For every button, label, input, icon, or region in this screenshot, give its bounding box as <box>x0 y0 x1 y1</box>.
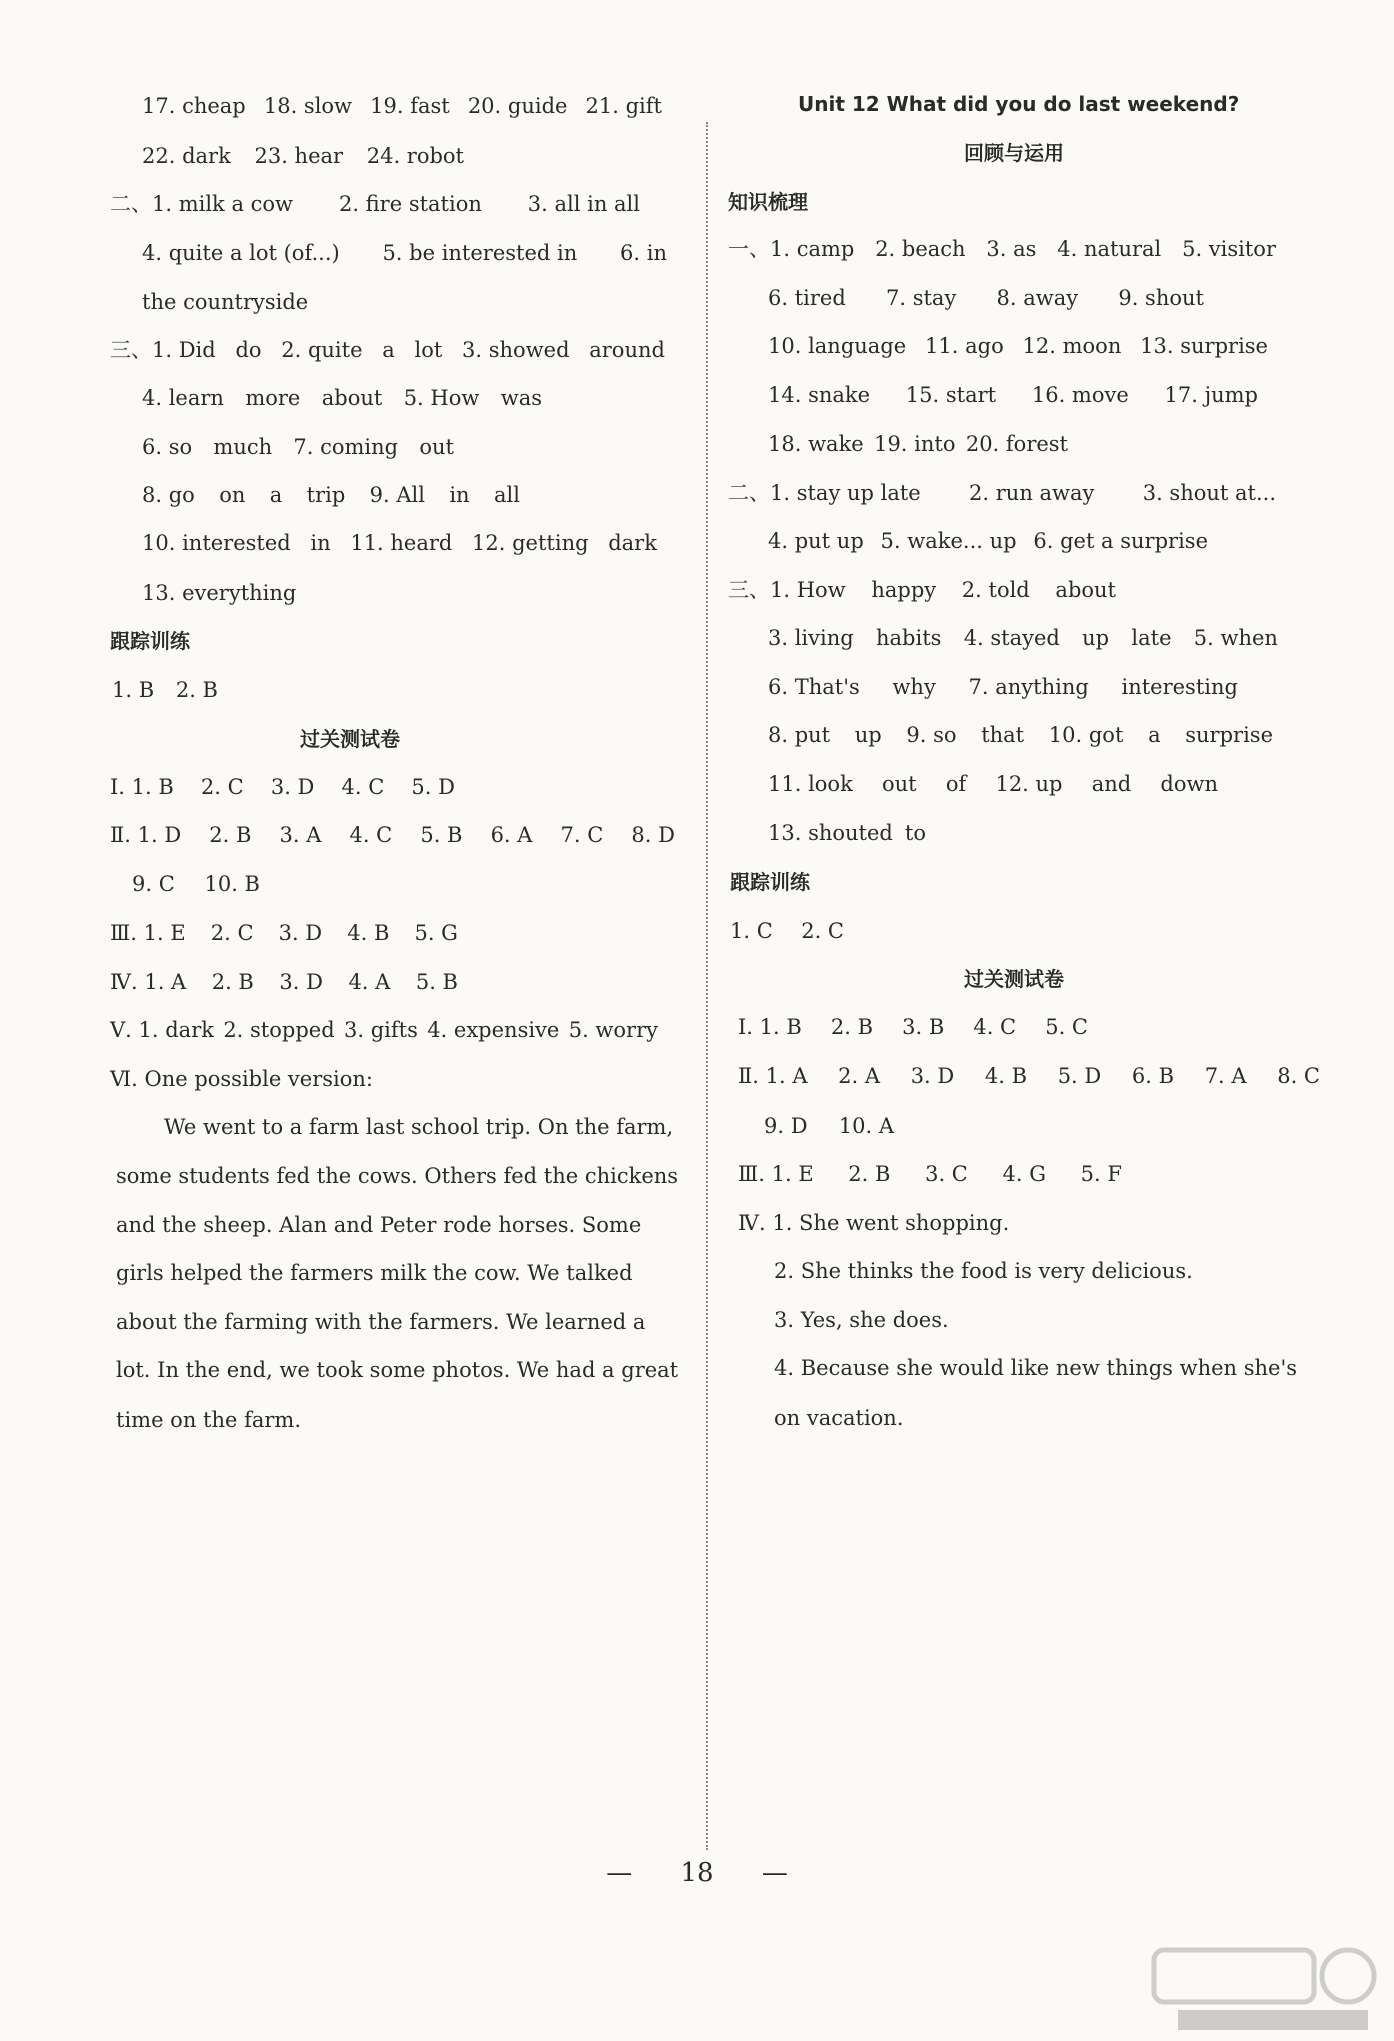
answer-item: 2. B <box>175 678 218 702</box>
right-text-line <box>774 1405 904 1431</box>
right-text-line <box>774 1355 1297 1381</box>
left-text-line <box>110 1017 658 1043</box>
answer-item: 三、1. How <box>728 578 846 602</box>
answer-item: 3. A <box>279 823 322 847</box>
answer-item: 3. D <box>278 921 323 945</box>
answer-item: the countryside <box>142 290 309 314</box>
answer-item: 7. A <box>1204 1064 1247 1088</box>
page-dash-left: — <box>606 1858 633 1888</box>
answer-item: 4. C <box>973 1015 1017 1039</box>
answer-item: 4. expensive <box>427 1018 560 1042</box>
answer-item: 5. be interested in <box>382 241 578 265</box>
answer-item: Ⅰ. 1. B <box>110 775 174 799</box>
answer-item: was <box>500 386 542 410</box>
answer-item: 9. so <box>906 723 957 747</box>
right-text-line <box>768 674 1238 700</box>
answer-item: 跟踪训练 <box>110 629 190 653</box>
answer-item: 4. C <box>349 823 393 847</box>
answer-item: 2. A <box>838 1064 881 1088</box>
answer-item: 11. ago <box>925 334 1004 358</box>
answer-item: 6. A <box>490 823 533 847</box>
answer-item: 9. D <box>764 1114 808 1138</box>
answer-item: 2. told <box>961 578 1030 602</box>
answer-item: about <box>1055 578 1116 602</box>
right-text-line <box>730 918 844 944</box>
left-text-line <box>142 289 308 315</box>
left-text-line <box>142 240 667 266</box>
answer-item: 17. jump <box>1164 383 1258 407</box>
answer-item: down <box>1160 772 1218 796</box>
right-text-line <box>738 1210 1009 1236</box>
answer-item: 18. wake <box>768 432 864 456</box>
left-text-line <box>110 969 458 995</box>
left-text-line <box>112 677 218 703</box>
answer-item: 4. G <box>1002 1162 1047 1186</box>
answer-item: 2. B <box>830 1015 874 1039</box>
answer-item: 5. F <box>1080 1162 1122 1186</box>
answer-item: 2. She thinks the food is very delicious. <box>774 1259 1193 1283</box>
answer-item: 一、1. camp <box>728 237 855 261</box>
answer-item: on vacation. <box>774 1406 904 1430</box>
answer-item: 11. heard <box>350 531 453 555</box>
answer-item: 3. living <box>768 626 854 650</box>
answer-item: We went to a farm last school trip. On the farm, <box>164 1115 674 1139</box>
left-text-line <box>116 1163 679 1189</box>
answer-item: 3. Yes, she does. <box>774 1308 949 1332</box>
answer-item: a <box>269 483 283 507</box>
answer-item: 10. B <box>204 872 260 896</box>
right-text-line <box>728 480 1276 506</box>
right-text-line <box>774 1258 1193 1284</box>
right-text-line <box>774 1307 949 1333</box>
answer-item: 3. gifts <box>343 1018 418 1042</box>
answer-item: 5. How <box>403 386 480 410</box>
answer-item: 2. C <box>210 921 254 945</box>
answer-item: lot. In the end, we took some photos. We had a great <box>116 1358 679 1382</box>
answer-item: 7. stay <box>886 286 957 310</box>
right-text-line <box>738 1063 1320 1089</box>
answer-item: 5. B <box>415 970 458 994</box>
answer-item: about the farming with the farmers. We learned a <box>116 1310 646 1334</box>
answer-item: much <box>213 435 273 459</box>
answer-item: 过关测试卷 <box>964 967 1064 991</box>
answer-item: 10. interested <box>142 531 291 555</box>
answer-item: Ⅵ. One possible version: <box>110 1067 374 1091</box>
answer-item: Ⅳ. 1. A <box>110 970 187 994</box>
answer-item: Ⅰ. 1. B <box>738 1015 802 1039</box>
left-text-line <box>116 1407 301 1433</box>
left-text-line <box>110 920 458 946</box>
right-text-line <box>730 869 810 895</box>
answer-item: 8. go <box>142 483 195 507</box>
answer-item: 过关测试卷 <box>300 727 400 751</box>
answer-item: interesting <box>1121 675 1238 699</box>
answer-item: 2. B <box>211 970 254 994</box>
answer-item: 6. in <box>620 241 667 265</box>
right-text-line <box>768 333 1268 359</box>
answer-item: 4. quite a lot (of...) <box>142 241 340 265</box>
answer-item: habits <box>875 626 942 650</box>
answer-item: up <box>854 723 882 747</box>
left-text-line <box>0 726 700 752</box>
answer-item: 14. snake <box>768 383 871 407</box>
right-text-line <box>768 431 1068 457</box>
answer-item: 2. beach <box>875 237 966 261</box>
answer-item: 4. C <box>341 775 385 799</box>
answer-item: to <box>904 821 926 845</box>
answer-item: trip <box>306 483 346 507</box>
answer-item: 7. C <box>560 823 604 847</box>
right-text-line <box>700 140 1328 166</box>
answer-item: 二、1. milk a cow <box>110 192 294 216</box>
answer-item: dark <box>608 531 657 555</box>
left-text-line <box>142 482 520 508</box>
answer-item: 2. C <box>200 775 244 799</box>
left-text-line <box>116 1309 676 1335</box>
answer-item: in <box>449 483 470 507</box>
answer-item: 21. gift <box>585 94 662 118</box>
answer-item: Ⅱ. 1. D <box>110 823 182 847</box>
answer-item: and <box>1091 772 1132 796</box>
answer-item: 2. fire station <box>338 192 482 216</box>
left-text-line <box>142 434 454 460</box>
answer-item: 5. C <box>1045 1015 1088 1039</box>
answer-item: 8. away <box>996 286 1079 310</box>
answer-item: time on the farm. <box>116 1408 302 1432</box>
answer-item: 3. showed <box>462 338 570 362</box>
answer-item: 13. shouted <box>768 821 893 845</box>
answer-item: Ⅲ. 1. E <box>110 921 186 945</box>
right-text-line <box>768 820 926 846</box>
right-text-line <box>768 528 1208 554</box>
answer-item: in <box>310 531 331 555</box>
answer-item: surprise <box>1185 723 1273 747</box>
answer-item: 4. B <box>984 1064 1028 1088</box>
left-text-line <box>142 580 296 606</box>
answer-item: late <box>1131 626 1172 650</box>
answer-item: 9. All <box>369 483 425 507</box>
answer-item: 1. C <box>730 919 773 943</box>
answer-item: 3. all in all <box>527 192 640 216</box>
answer-item: 回顾与运用 <box>964 141 1064 165</box>
right-text-line <box>764 1113 894 1139</box>
answer-item: 8. D <box>631 823 675 847</box>
watermark-logo <box>1148 1936 1384 2036</box>
answer-item: 8. put <box>768 723 831 747</box>
left-text-line <box>116 1260 676 1286</box>
answer-item: 3. D <box>270 775 315 799</box>
answer-item: 6. B <box>1131 1064 1175 1088</box>
right-text-line <box>728 189 808 215</box>
answer-item: Ⅲ. 1. E <box>738 1162 814 1186</box>
answer-item: around <box>589 338 665 362</box>
answer-item: 6. tired <box>768 286 846 310</box>
answer-item: up <box>1082 626 1110 650</box>
answer-item: 9. C <box>132 872 175 896</box>
right-text-line <box>768 771 1218 797</box>
answer-item: Unit 12 What did you do last weekend? <box>798 92 1240 116</box>
left-text-line <box>132 871 260 897</box>
answer-item: Ⅱ. 1. A <box>738 1064 808 1088</box>
answer-item: girls helped the farmers milk the cow. We talked <box>116 1261 633 1285</box>
answer-item: 知识梳理 <box>728 190 808 214</box>
answer-item: 24. robot <box>366 144 464 168</box>
answer-item: 2. run away <box>969 481 1095 505</box>
answer-item: 4. natural <box>1057 237 1162 261</box>
left-text-line <box>142 385 542 411</box>
answer-item: 12. moon <box>1022 334 1122 358</box>
right-text-line <box>768 285 1204 311</box>
answer-item: all <box>493 483 520 507</box>
answer-item: 13. everything <box>142 581 297 605</box>
answer-item: 3. B <box>902 1015 945 1039</box>
answer-item: 15. start <box>905 383 997 407</box>
answer-item: 7. coming <box>293 435 399 459</box>
answer-item: 10. language <box>768 334 907 358</box>
left-text-line <box>116 1212 676 1238</box>
answer-item: out <box>882 772 917 796</box>
answer-item: 19. fast <box>370 94 450 118</box>
answer-item: 19. into <box>874 432 956 456</box>
answer-item: of <box>945 772 967 796</box>
answer-item: 11. look <box>768 772 853 796</box>
answer-item: Ⅳ. 1. She went shopping. <box>738 1211 1010 1235</box>
left-text-line <box>110 822 675 848</box>
answer-item: 4. B <box>347 921 390 945</box>
answer-item: about <box>321 386 383 410</box>
answer-item: lot <box>414 338 443 362</box>
answer-item: 5. B <box>420 823 463 847</box>
answer-item: 4. A <box>348 970 391 994</box>
answer-item: some students fed the cows. Others fed the chickens <box>116 1164 679 1188</box>
answer-item: 23. hear <box>254 144 344 168</box>
left-text-line <box>110 191 640 217</box>
answer-item: 3. D <box>910 1064 955 1088</box>
answer-item: more <box>245 386 301 410</box>
answer-item: 2. B <box>848 1162 891 1186</box>
right-text-line <box>768 722 1273 748</box>
answer-item: on <box>219 483 246 507</box>
right-text-line <box>728 577 1116 603</box>
answer-item: 6. That's <box>768 675 860 699</box>
answer-item: 20. forest <box>965 432 1068 456</box>
left-text-line <box>142 530 657 556</box>
answer-item: 20. guide <box>467 94 568 118</box>
answer-item: do <box>235 338 262 362</box>
left-text-line <box>110 774 455 800</box>
left-text-line <box>142 143 464 169</box>
answer-item: 22. dark <box>142 144 231 168</box>
right-text-line <box>728 236 1276 262</box>
answer-item: 5. G <box>414 921 458 945</box>
answer-item: 2. B <box>209 823 252 847</box>
answer-item: Ⅴ. 1. dark <box>110 1018 214 1042</box>
answer-item: 8. C <box>1277 1064 1320 1088</box>
answer-item: that <box>981 723 1025 747</box>
page-dash-right: — <box>761 1858 788 1888</box>
answer-item: 二、1. stay up late <box>728 481 921 505</box>
answer-item: 10. A <box>838 1114 894 1138</box>
left-text-line <box>110 337 665 363</box>
right-text-line <box>738 1014 1088 1040</box>
answer-item: 12. up <box>995 772 1063 796</box>
answer-item: 三、1. Did <box>110 338 216 362</box>
answer-item: 18. slow <box>263 94 353 118</box>
answer-item: 5. worry <box>568 1018 658 1042</box>
answer-item: 2. C <box>801 919 844 943</box>
answer-item: 6. so <box>142 435 193 459</box>
answer-item: 3. shout at... <box>1142 481 1276 505</box>
answer-item: 12. getting <box>472 531 589 555</box>
page-number <box>0 1858 1394 1888</box>
answer-item: 5. D <box>1057 1064 1102 1088</box>
answer-item: 9. shout <box>1118 286 1204 310</box>
answer-item: why <box>892 675 936 699</box>
answer-item: 16. move <box>1031 383 1129 407</box>
right-text-line <box>768 382 1258 408</box>
page-number-value: 18 <box>680 1858 714 1888</box>
right-text-line <box>700 966 1328 992</box>
answer-item: a <box>1148 723 1161 747</box>
answer-item: 2. stopped <box>223 1018 335 1042</box>
answer-item: 3. D <box>279 970 323 994</box>
left-text-line <box>142 93 662 119</box>
answer-item: 17. cheap <box>142 94 246 118</box>
right-text-line <box>798 91 1239 117</box>
answer-item: 6. get a surprise <box>1033 529 1208 553</box>
left-text-line <box>164 1114 673 1140</box>
answer-item: 3. as <box>986 237 1037 261</box>
answer-item: 5. D <box>411 775 455 799</box>
answer-item: 5. visitor <box>1182 237 1276 261</box>
answer-item: 7. anything <box>968 675 1089 699</box>
answer-item: 10. got <box>1048 723 1124 747</box>
answer-item: 4. put up <box>768 529 864 553</box>
right-text-line <box>738 1161 1122 1187</box>
answer-item: a <box>382 338 395 362</box>
answer-item: 4. Because she would like new things when she's <box>774 1356 1298 1380</box>
answer-item: and the sheep. Alan and Peter rode horses. Some <box>116 1213 642 1237</box>
left-text-line <box>110 628 190 654</box>
answer-item: 1. B <box>112 678 155 702</box>
right-text-line <box>768 625 1278 651</box>
answer-item: 5. when <box>1193 626 1278 650</box>
answer-item: 跟踪训练 <box>730 870 810 894</box>
answer-item: 4. learn <box>142 386 224 410</box>
left-text-line <box>110 1066 373 1092</box>
answer-item: 13. surprise <box>1140 334 1268 358</box>
answer-item: 2. quite <box>281 338 363 362</box>
answer-item: out <box>419 435 454 459</box>
left-text-line <box>116 1357 679 1383</box>
answer-item: 3. C <box>925 1162 968 1186</box>
answer-item: 5. wake... up <box>880 529 1017 553</box>
answer-item: happy <box>871 578 937 602</box>
answer-item: 4. stayed <box>963 626 1060 650</box>
